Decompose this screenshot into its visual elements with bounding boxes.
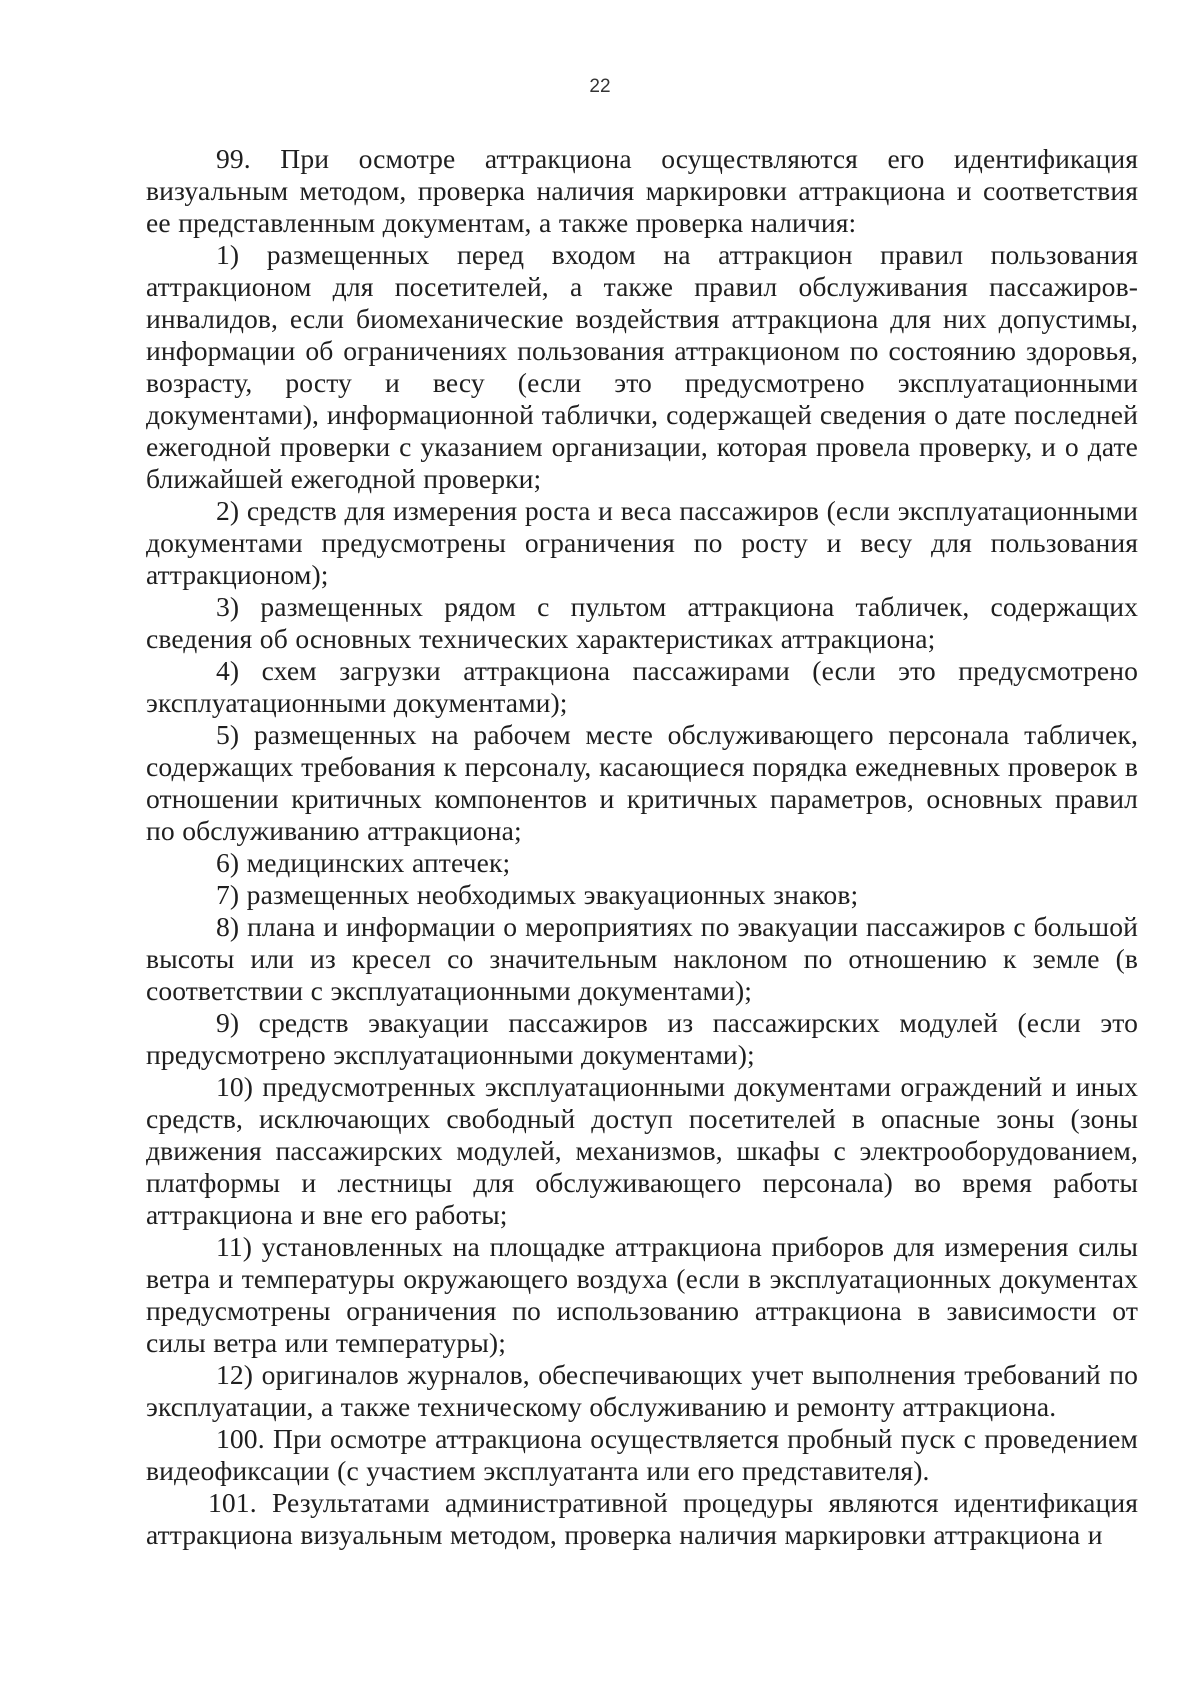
list-item-4: 4) схем загрузки аттракциона пассажирами (если это предусмотрено эксплуатационными документами); bbox=[146, 655, 1138, 718]
document-body bbox=[146, 143, 1138, 1551]
list-item-6: 6) медицинских аптечек; bbox=[216, 847, 511, 878]
list-item-11: 11) установленных на площадке аттракциона приборов для измерения силы ветра и температуры окружающего воздуха (если в эксплуатационных документах предусмотрены ограничения по использованию аттракциона в зависимости от силы ветра или температуры); bbox=[146, 1231, 1138, 1358]
list-item-12: 12) оригиналов журналов, обеспечивающих учет выполнения требований по эксплуатации, а также техническому обслуживанию и ремонту аттракциона. bbox=[146, 1359, 1138, 1422]
list-item-1: 1) размещенных перед входом на аттракцион правил пользования аттракционом для посетителей, а также правил обслуживания пассажиров-инвалидов, если биомеханические воздействия аттракциона для них допустимы, информации об ограничениях пользования аттракционом по состоянию здоровья, возрасту, росту и весу (если это предусмотрено эксплуатационными документами), информационной таблички, содержащей сведения о дате последней ежегодной проверки с указанием организации, которая провела проверку, и о дате ближайшей ежегодной проверки; bbox=[146, 239, 1138, 494]
list-item-5: 5) размещенных на рабочем месте обслуживающего персонала табличек, содержащих требования к персоналу, касающиеся порядка ежедневных проверок в отношении критичных компонентов и критичных параметров, основных правил по обслуживанию аттракциона; bbox=[146, 719, 1138, 846]
page-number: 22 bbox=[589, 76, 611, 97]
paragraph-100: 100. При осмотре аттракциона осуществляется пробный пуск с проведением видеофиксации (с участием эксплуатанта или его представителя). bbox=[146, 1423, 1138, 1486]
list-item-8: 8) плана и информации о мероприятиях по эвакуации пассажиров с большой высоты или из кресел со значительным наклоном по отношению к земле (в соответствии с эксплуатационными документами); bbox=[146, 911, 1138, 1006]
list-item-10: 10) предусмотренных эксплуатационными документами ограждений и иных средств, исключающих свободный доступ посетителей в опасные зоны (зоны движения пассажирских модулей, механизмов, шкафы с электрооборудованием, платформы и лестницы для обслуживающего персонала) во время работы аттракциона и вне его работы; bbox=[146, 1071, 1138, 1230]
list-item-9: 9) средств эвакуации пассажиров из пассажирских модулей (если это предусмотрено эксплуатационными документами); bbox=[146, 1007, 1138, 1070]
paragraph-101: 101. Результатами административной процедуры являются идентификация аттракциона визуальным методом, проверка наличия маркировки аттракциона и bbox=[146, 1487, 1138, 1550]
list-item-7: 7) размещенных необходимых эвакуационных знаков; bbox=[216, 879, 859, 910]
list-item-2: 2) средств для измерения роста и веса пассажиров (если эксплуатационными документами предусмотрены ограничения по росту и весу для пользования аттракционом); bbox=[146, 495, 1138, 590]
paragraph-99: 99. При осмотре аттракциона осуществляются его идентификация визуальным методом, проверка наличия маркировки аттракциона и соответствия ее представленным документам, а также проверка наличия: bbox=[146, 143, 1138, 238]
list-item-3: 3) размещенных рядом с пультом аттракциона табличек, содержащих сведения об основных технических характеристиках аттракциона; bbox=[146, 591, 1138, 654]
